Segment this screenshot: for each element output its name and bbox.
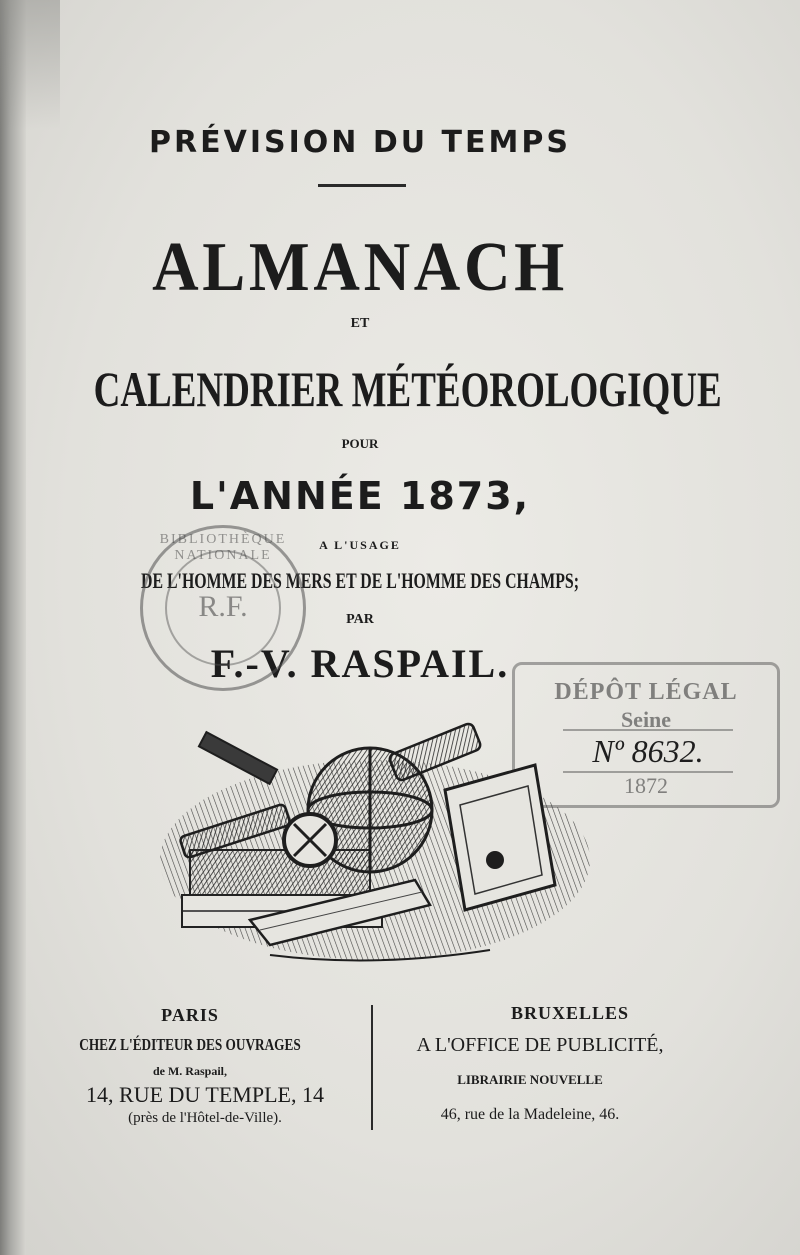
subtitle: CALENDRIER MÉTÉOROLOGIQUE	[93, 361, 722, 417]
bruxelles-line2: LIBRAIRIE NOUVELLE	[457, 1072, 603, 1087]
kicker: PRÉVISION DU TEMPS	[149, 125, 571, 160]
year-line: L'ANNÉE 1873,	[189, 474, 531, 518]
title-rule	[318, 184, 406, 187]
library-stamp-ring-text: BIBLIOTHÈQUE NATIONALE	[159, 532, 287, 563]
author: F.-V. RASPAIL.	[210, 641, 510, 686]
paris-line2: de M. Raspail,	[152, 1064, 227, 1078]
main-title: ALMANACH	[152, 229, 568, 306]
library-stamp	[140, 525, 306, 691]
depot-legal-number: Nº 8632.	[563, 729, 733, 773]
depot-legal-year: 1872	[624, 773, 668, 798]
page-edge-shadow	[0, 0, 60, 130]
depot-legal-seine: Seine	[620, 707, 672, 732]
bruxelles-city: BRUXELLES	[510, 1003, 630, 1023]
paris-line1: CHEZ L'ÉDITEUR DES OUVRAGES	[79, 1035, 301, 1054]
scientific-instruments-engraving	[160, 710, 590, 970]
depot-legal-title: DÉPÔT LÉGAL	[554, 679, 738, 705]
bruxelles-line3: 46, rue de la Madeleine, 46.	[440, 1106, 620, 1123]
et-label: ET	[350, 316, 370, 331]
bruxelles-line1: A L'OFFICE DE PUBLICITÉ,	[416, 1034, 664, 1056]
usage-label: A L'USAGE	[319, 538, 401, 552]
par-label: PAR	[346, 612, 374, 627]
pour-label: POUR	[341, 436, 379, 451]
imprint-divider	[371, 1005, 373, 1130]
library-stamp-label: R.F.	[198, 590, 248, 623]
paris-line4: (près de l'Hôtel-de-Ville).	[128, 1110, 282, 1126]
paris-city: PARIS	[161, 1005, 219, 1025]
paris-line3: 14, RUE DU TEMPLE, 14	[86, 1082, 324, 1107]
audience-line: DE L'HOMME DES MERS ET DE L'HOMME DES CHAMPS;	[141, 568, 579, 593]
